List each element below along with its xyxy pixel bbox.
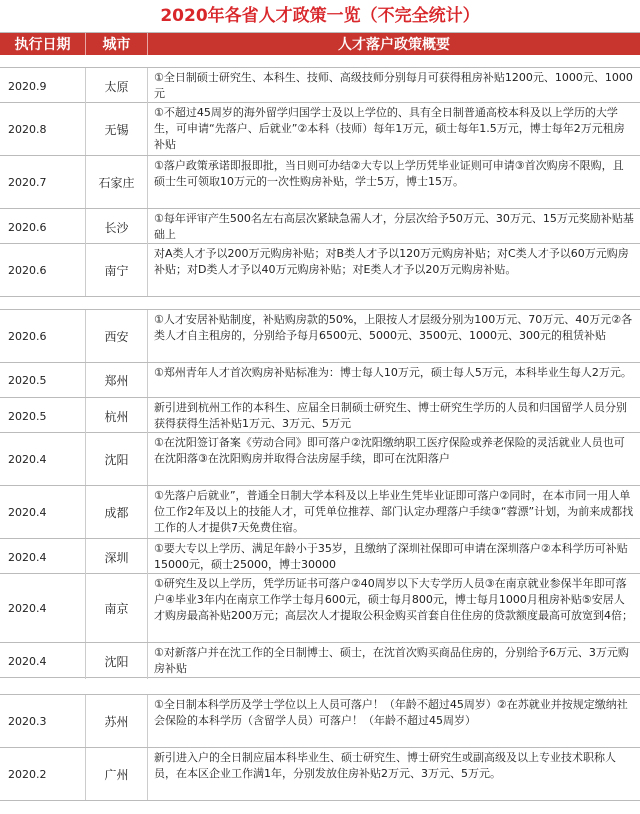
- row-date: 2020.8: [0, 103, 86, 155]
- section-gap: [0, 55, 640, 68]
- table-row: [0, 695, 640, 748]
- row-policy: ①全日制硕士研究生、本科生、技师、高级技师分别每月可获得租房补贴1200元、1000元、1000元: [154, 71, 633, 100]
- row-date: 2020.4: [0, 539, 86, 575]
- row-city: 沈阳: [86, 643, 148, 679]
- table-row: [0, 433, 640, 486]
- row-city: 杭州: [86, 398, 148, 434]
- row-policy: 新引进入户的全日制应届本科毕业生、硕士研究生、博士研究生或副高级及以上专业技术职称人员，在本区企业工作满1年，分别发放住房补贴2万元、3万元、5万元。: [154, 751, 616, 780]
- row-city: 西安: [86, 310, 148, 362]
- table-row: [0, 103, 640, 156]
- row-policy: 新引进到杭州工作的本科生、应届全日制硕士研究生、博士研究生学历的人员和归国留学人员分别获得获得生活补贴1万元、3万元、5万元: [154, 401, 627, 430]
- row-date: 2020.6: [0, 209, 86, 245]
- row-policy: ①先落户后就业”，普通全日制大学本科及以上毕业生凭毕业证即可落户②同时，在本市同一用人单位工作2年及以上的技能人才，可凭单位推荐、部门认定办理落户手续③“蓉漂”计划，为前来成都找工作的人才提供7天免费住宿。: [154, 489, 634, 534]
- section-gap: [0, 678, 640, 695]
- row-policy: ①全日制本科学历及学士学位以上人员可落户！（年龄不超过45周岁）②在苏就业并按规定缴纳社会保险的本科学历（含留学人员）可落户！（年龄不超过45周岁）: [154, 698, 628, 727]
- row-date: 2020.7: [0, 156, 86, 208]
- table-row: [0, 244, 640, 297]
- page-title: 2020年各省人才政策一览（不完全统计）: [0, 0, 640, 33]
- row-city: 长沙: [86, 209, 148, 245]
- row-policy: ①要大专以上学历、满足年龄小于35岁，且缴纳了深圳社保即可申请在深圳落户②本科学历可补贴15000元，硕士25000，博士30000: [154, 542, 628, 571]
- row-date: 2020.3: [0, 695, 86, 747]
- row-city: 郑州: [86, 363, 148, 397]
- table-row: [0, 748, 640, 801]
- row-city: 广州: [86, 748, 148, 800]
- table-row: [0, 310, 640, 363]
- table-row: [0, 68, 640, 103]
- header-city: 城市: [86, 33, 148, 55]
- header-policy: 人才落户政策概要: [338, 37, 450, 53]
- row-policy: ①落户政策承诺即报即批，当日则可办结②大专以上学历凭毕业证则可申请③首次购房不限购，且硕士生可领取10万元的一次性购房补贴，学士5万，博士15万。: [154, 159, 624, 188]
- row-city: 无锡: [86, 103, 148, 155]
- table-header: [0, 33, 640, 55]
- row-date: 2020.4: [0, 486, 86, 538]
- row-city: 沈阳: [86, 433, 148, 485]
- row-policy: ①对新落户并在沈工作的全日制博士、硕士，在沈首次购买商品住房的，分别给予6万元、3万元购房补贴: [154, 646, 629, 675]
- table-row: [0, 398, 640, 433]
- table-row: [0, 539, 640, 574]
- row-date: 2020.2: [0, 748, 86, 800]
- table-row: [0, 486, 640, 539]
- row-policy: 对A类人才予以200万元购房补贴；对B类人才予以120万元购房补贴；对C类人才予以60万元购房补贴；对D类人才予以40万元购房补贴；对E类人才予以20万元购房补贴。: [154, 247, 629, 276]
- row-policy: ①人才安居补贴制度，补贴购房款的50%，上限按人才层级分别为100万元、70万元、40万元②各类人才自主租房的，分别给予每月6500元、5000元、3500元、1000元、300元的租赁补贴: [154, 313, 633, 342]
- table-row: [0, 574, 640, 643]
- row-date: 2020.6: [0, 310, 86, 362]
- row-date: 2020.5: [0, 363, 86, 397]
- row-policy: ①不超过45周岁的海外留学归国学士及以上学位的、具有全日制普通高校本科及以上学历的大学生，可申请“先落户、后就业”②本科（技师）每年1万元，硕士每年1.5万元，博士每年2万元租房补贴: [154, 106, 625, 151]
- table-row: [0, 643, 640, 678]
- row-date: 2020.4: [0, 433, 86, 485]
- row-date: 2020.5: [0, 398, 86, 434]
- row-policy: ①研究生及以上学历，凭学历证书可落户②40周岁以下大专学历人员③在南京就业参保半年即可落户④毕业3年内在南京工作学士每月600元，硕士每月800元，博士每月1000月租房补贴⑤安居人才购房最高补贴200万元；高层次人才提取公积金购买首套自住住房的贷款额度最高可放宽到4倍；: [154, 577, 633, 622]
- row-city: 苏州: [86, 695, 148, 747]
- row-policy: ①郑州青年人才首次购房补贴标准为：博士每人10万元，硕士每人5万元，本科毕业生每人2万元。: [154, 366, 632, 379]
- row-city: 成都: [86, 486, 148, 538]
- table-row: [0, 156, 640, 209]
- row-date: 2020.6: [0, 244, 86, 296]
- row-city: 太原: [86, 68, 148, 104]
- row-city: 南京: [86, 574, 148, 642]
- table-row: [0, 363, 640, 398]
- table-row: [0, 209, 640, 244]
- row-date: 2020.4: [0, 643, 86, 679]
- row-city: 深圳: [86, 539, 148, 575]
- row-city: 石家庄: [86, 156, 148, 208]
- section-gap: [0, 297, 640, 310]
- row-policy: ①每年评审产生500名左右高层次紧缺急需人才，分层次给予50万元、30万元、15万元奖励补贴基础上: [154, 212, 634, 241]
- header-date: 执行日期: [0, 33, 86, 55]
- row-date: 2020.4: [0, 574, 86, 642]
- row-policy: ①在沈阳签订备案《劳动合同》即可落户②沈阳缴纳职工医疗保险或养老保险的灵活就业人员也可在沈阳落③在沈阳购房并取得合法房屋手续，即可在沈阳落户: [154, 436, 625, 465]
- row-date: 2020.9: [0, 68, 86, 104]
- row-city: 南宁: [86, 244, 148, 296]
